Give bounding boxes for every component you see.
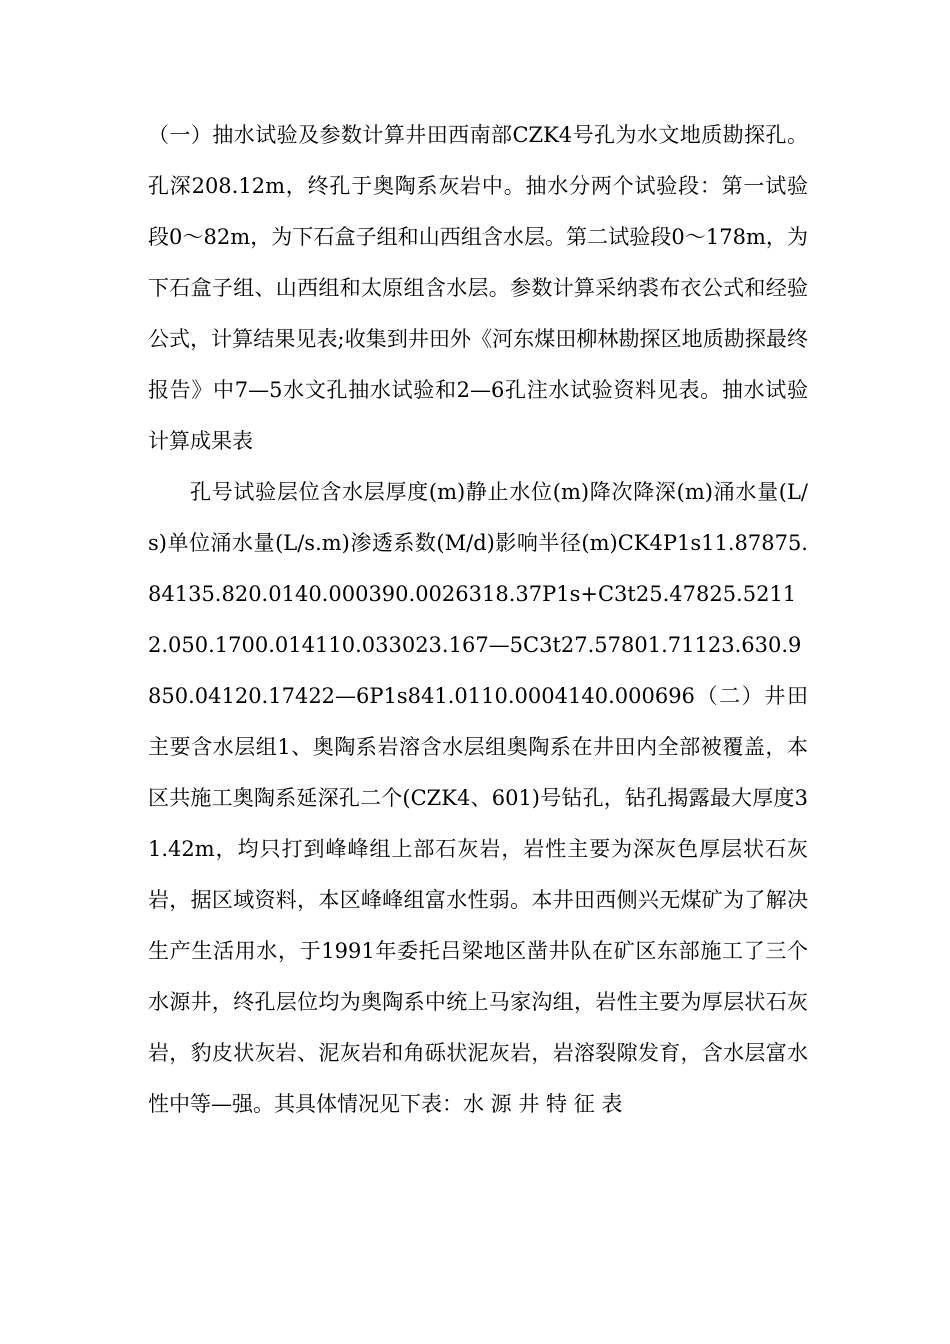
paragraph-pumping-test: （一）抽水试验及参数计算井田西南部CZK4号孔为水文地质勘探孔。孔深208.12m，终孔于奥陶系灰岩中。抽水分两个试验段：第一试验段0～82m，为下石盒子组和山西组含水层。第二试验段0～178m，为下石盒子组、山西组和太原组含水层。参数计算采纳裘布衣公式和经验公式，计算结果见表;收集到井田外《河东煤田柳林勘探区地质勘探最终报告》中7—5水文孔抽水试验和2—6孔注水试验资料见表。抽水试验计算成果表 [148,123,808,453]
paragraph-test-table-and-aquifers: 孔号试验层位含水层厚度(m)静止水位(m)降次降深(m)涌水量(L/s)单位涌水量(L/s.m)渗透系数(M/d)影响半径(m)CK4P1s11.87875.84135.820.0140.000390.0026318.37P1s+C3t25.47825.52112.050.1700.014110.033023.167—5C3t27.57801.71123.630.9850.04120.17422—6P1s841.0110.0004140.000696（二）井田主要含水层组1、奥陶系岩溶含水层组奥陶系在井田内全部被覆盖，本区共施工奥陶系延深孔二个(CZK4、601)号钻孔，钻孔揭露最大厚度31.42m，均只打到峰峰组上部石灰岩，岩性主要为深灰色厚层状石灰岩，据区域资料，本区峰峰组富水性弱。本井田西侧兴无煤矿为了解决生产生活用水，于1991年委托吕梁地区凿井队在矿区东部施工了三个水源井，终孔层位均为奥陶系中统上马家沟组，岩性主要为厚层状石灰岩，豹皮状灰岩、泥灰岩和角砾状泥灰岩，岩溶裂隙发育，含水层富水性中等—强。其具体情况见下表：水 源 井 特 征 表 [148,480,808,1116]
document-page [148,110,808,1130]
